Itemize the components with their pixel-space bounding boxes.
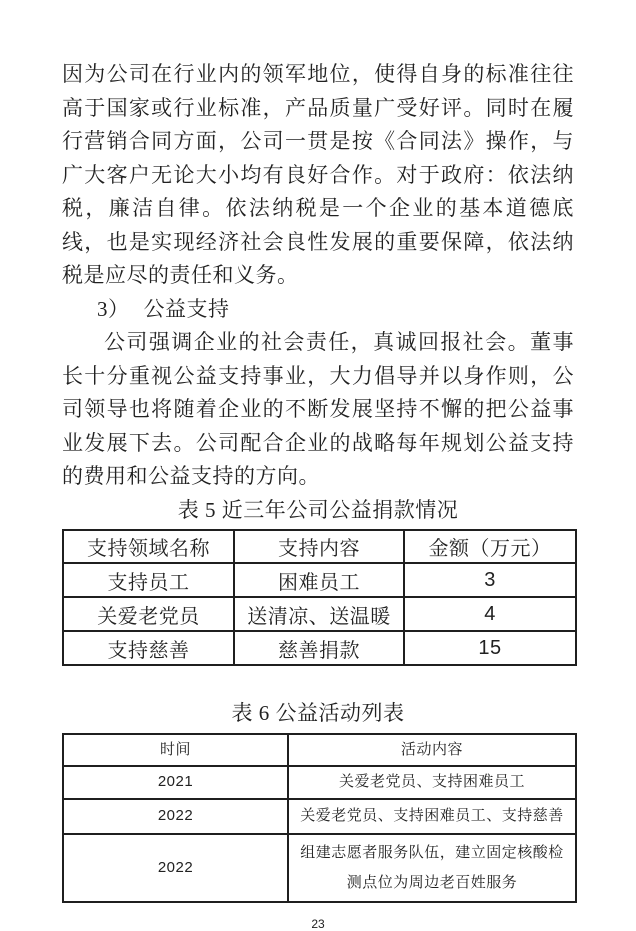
table-cell: 支持慈善 xyxy=(63,631,234,665)
table-cell: 关爱老党员 xyxy=(63,597,234,631)
paragraph-2: 公司强调企业的社会责任，真诚回报社会。董事长十分重视公益支持事业，大力倡导并以身作则，公司领导也将随着企业的不断发展坚持不懈的把公益事业发展下去。公司配合企业的战略每年规划公益支持的费用和公益支持的方向。 xyxy=(62,330,574,488)
table-cell: 关爱老党员、支持困难员工、支持慈善 xyxy=(288,799,576,834)
column-header: 支持内容 xyxy=(234,530,404,563)
table-row xyxy=(63,799,576,834)
table-header-row xyxy=(63,734,576,766)
table-cell: 15 xyxy=(404,631,576,665)
table-row xyxy=(63,597,576,631)
table5-title: 表 5 近三年公司公益捐款情况 xyxy=(177,497,459,522)
table-cell: 关爱老党员、支持困难员工 xyxy=(288,766,576,799)
column-header: 金额（万元） xyxy=(404,530,576,563)
heading-label: 公益支持 xyxy=(143,296,230,321)
paragraph-1: 因为公司在行业内的领军地位，使得自身的标准往往高于国家或行业标准，产品质量广受好评。同时在履行营销合同方面，公司一贯是按《合同法》操作，与广大客户无论大小均有良好合作。对于政府：依法纳税，廉洁自律。依法纳税是一个企业的基本道德底线，也是实现经济社会良性发展的重要保障，依法纳税是应尽的责任和义务。 xyxy=(62,62,574,287)
column-header: 时间 xyxy=(63,734,288,766)
table-cell: 4 xyxy=(404,597,576,631)
section-heading xyxy=(97,293,574,327)
table-cell: 送清凉、送温暖 xyxy=(234,597,404,631)
table-cell: 2021 xyxy=(63,766,288,799)
column-header: 支持领域名称 xyxy=(63,530,234,563)
heading-number: 3） xyxy=(97,296,130,321)
column-header: 活动内容 xyxy=(288,734,576,766)
donations-table xyxy=(62,529,577,666)
table-cell: 慈善捐款 xyxy=(234,631,404,665)
table-header-row xyxy=(63,530,576,563)
table6-title: 表 6 公益活动列表 xyxy=(231,701,405,725)
table-cell: 3 xyxy=(404,563,576,597)
table-row xyxy=(63,563,576,597)
table-row xyxy=(63,631,576,665)
page-number: 23 xyxy=(311,916,325,931)
table-row xyxy=(63,766,576,799)
table-cell: 组建志愿者服务队伍，建立固定核酸检测点位为周边老百姓服务 xyxy=(288,834,576,902)
table-cell: 2022 xyxy=(63,799,288,834)
table-cell: 支持员工 xyxy=(63,563,234,597)
table-row xyxy=(63,834,576,902)
activities-table xyxy=(62,733,577,903)
table-cell: 困难员工 xyxy=(234,563,404,597)
table-cell: 2022 xyxy=(63,834,288,902)
